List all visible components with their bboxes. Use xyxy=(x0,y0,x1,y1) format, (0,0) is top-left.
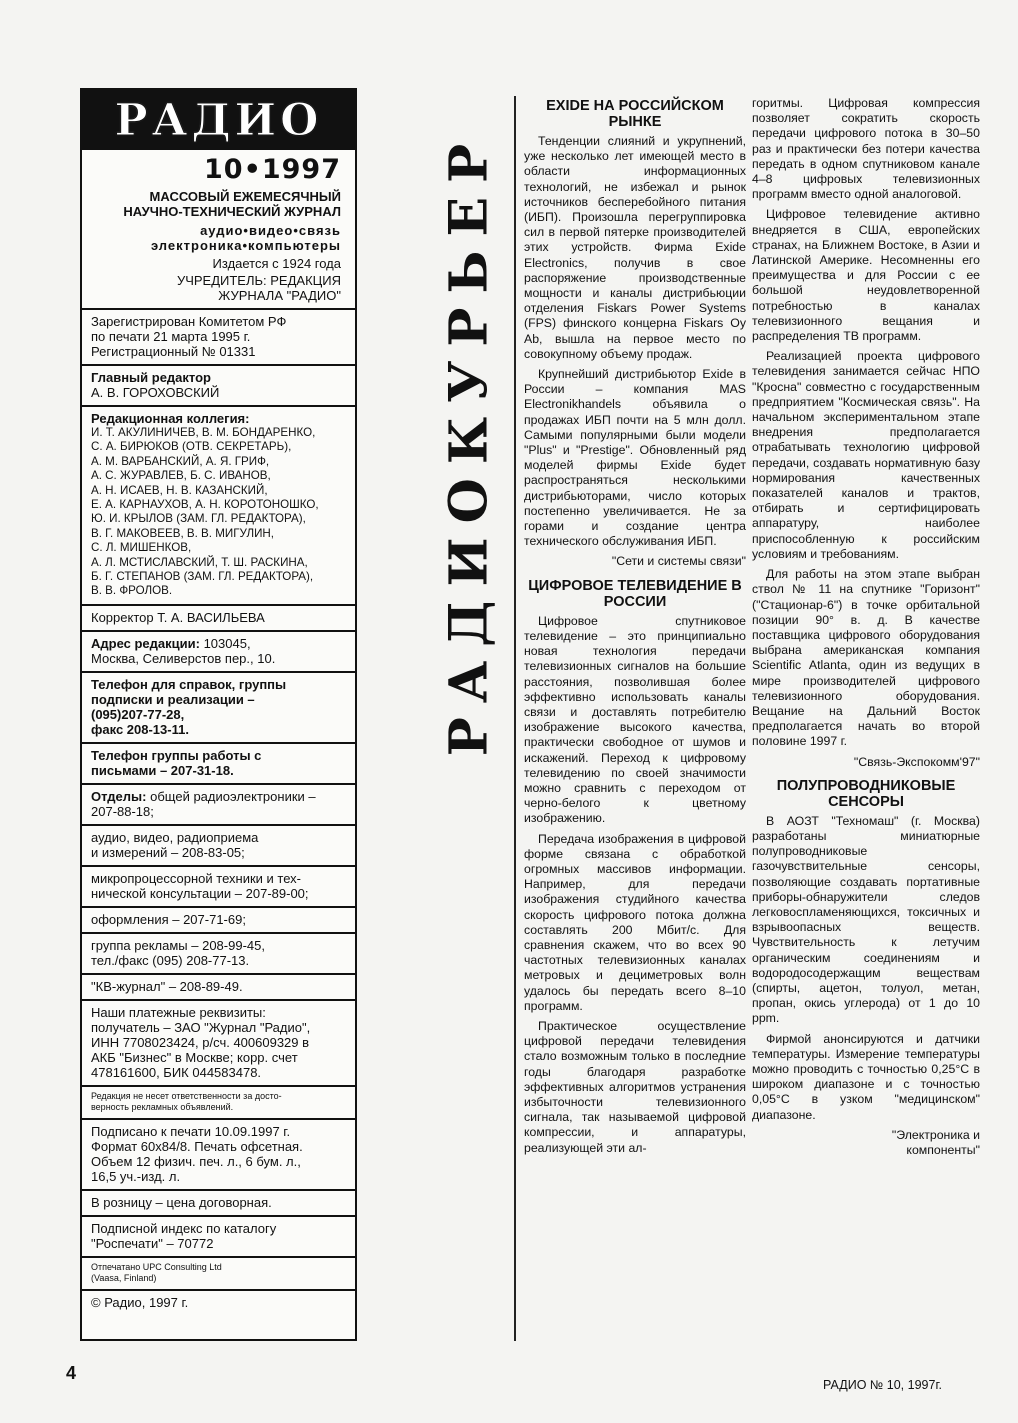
print-line: Формат 60х84/8. Печать офсетная. xyxy=(91,1138,303,1154)
board-member: Ю. И. КРЫЛОВ (ЗАМ. ГЛ. РЕДАКТОРА), xyxy=(91,512,306,526)
board-member: В. Г. МАКОВЕЕВ, В. В. МИГУЛИН, xyxy=(91,526,275,540)
bank-line: 478161600, БИК 044583478. xyxy=(91,1064,262,1080)
divider xyxy=(82,932,355,934)
design-dept: оформления – 207-71-69; xyxy=(91,911,246,927)
subtitle-line-2: НАУЧНО-ТЕХНИЧЕСКИЙ ЖУРНАЛ xyxy=(123,204,341,219)
board-member: А. С. ЖУРАВЛЕВ, Б. С. ИВАНОВ, xyxy=(91,469,271,483)
divider xyxy=(82,1289,355,1291)
divider xyxy=(82,1085,355,1087)
microprocessor-1: микропроцессорной техники и тех- xyxy=(91,870,301,886)
retail-price: В розницу – цена договорная. xyxy=(91,1194,272,1210)
divider xyxy=(82,405,355,407)
subscription-index-2: "Роспечати" – 70772 xyxy=(91,1235,214,1251)
divider xyxy=(82,999,355,1001)
address-street: Москва, Селиверстов пер., 10. xyxy=(91,650,276,666)
bank-line: Наши платежные реквизиты: xyxy=(91,1004,266,1020)
address-label: Адрес редакции: xyxy=(91,635,200,651)
divider xyxy=(82,308,355,310)
divider xyxy=(82,973,355,975)
column-1 xyxy=(524,96,746,1161)
microprocessor-2: нической консультации – 207-89-00; xyxy=(91,885,309,901)
topics-line-1: аудио•видео•связь xyxy=(200,223,341,238)
divider xyxy=(82,604,355,606)
phones-2: подписки и реализации – xyxy=(91,691,255,707)
article-paragraph: Для работы на этом этапе выбран ствол № 11 на спутнике "Горизонт" ("Стационар-6") в точке орбитальной позиции 90° в. д. В качестве поставщика цифрового оборудования выбрана американская компания Scientific Atlanta, один из ведущих в мире производителей цифрового телевизионного оборудования. Вещание на Дальний Восток предполагается начать во второй половине 1997 г. xyxy=(752,567,980,749)
divider xyxy=(82,630,355,632)
board-member: В. В. ФРОЛОВ. xyxy=(91,584,173,598)
letters-2: письмами – 207-31-18. xyxy=(91,762,234,778)
address-index: 103045, xyxy=(203,635,251,651)
bank-line: АКБ "Бизнес" в Москве; корр. счет xyxy=(91,1049,298,1065)
masthead-box xyxy=(80,88,357,1341)
phones-4: факс 208-13-11. xyxy=(91,721,189,737)
disclaimer-2: верность рекламных объявлений. xyxy=(91,1101,234,1112)
article-sensors-title: ПОЛУПРОВОДНИКОВЫЕ СЕНСОРЫ xyxy=(776,777,956,810)
board-member: С. Л. МИШЕНКОВ, xyxy=(91,541,192,555)
divider xyxy=(82,824,355,826)
ads-2: тел./факс (095) 208-77-13. xyxy=(91,952,250,968)
board-member: И. Т. АКУЛИНИЧЕВ, В. М. БОНДАРЕНКО, xyxy=(91,426,316,439)
article-paragraph: Практическое осуществление цифровой передачи телевидения стало возможным только в последние годы благодаря разработке эффективных алгоритмов устранения избыточности телевизионного сигнала, так называемой цифровой компрессии, и аппаратуры, реализующей эти ал- xyxy=(524,1018,746,1155)
audio-video-1: аудио, видео, радиоприема xyxy=(91,829,259,845)
magazine-logo: РАДИО xyxy=(82,90,355,150)
copyright: © Радио, 1997 г. xyxy=(91,1294,189,1310)
bank-line: ИНН 7708023424, р/сч. 400609329 в xyxy=(91,1034,310,1050)
article-source: "Сети и системы связи" xyxy=(611,554,746,569)
phones-3: (095)207-77-28, xyxy=(91,706,185,722)
chief-editor-label: Главный редактор xyxy=(91,370,211,385)
departments-2: 207-88-18; xyxy=(91,803,154,819)
founder-line-1: УЧРЕДИТЕЛЬ: РЕДАКЦИЯ xyxy=(176,273,341,288)
divider xyxy=(82,364,355,366)
printed-by-1: Отпечатано UPC Consulting Ltd xyxy=(91,1261,222,1272)
article-exide-title: EXIDE НА РОССИЙСКОМ РЫНКЕ xyxy=(546,98,724,130)
divider xyxy=(82,1215,355,1217)
divider xyxy=(82,865,355,867)
bank-line: получатель – ЗАО "Журнал "Радио", xyxy=(91,1019,311,1035)
registration-1: Зарегистрирован Комитетом РФ xyxy=(91,314,287,329)
divider xyxy=(82,1189,355,1191)
article-digital-tv-title: ЦИФРОВОЕ ТЕЛЕВИДЕНИЕ В РОССИИ xyxy=(528,577,742,610)
article-source: "Связь-Экспокомм'97" xyxy=(853,754,980,769)
article-paragraph: Передача изображения в цифровой форме связана с обработкой огромных массивов информации. Например, для передачи изображения студийного качества скорость цифрового потока должна составлять 200 Мбит/с. Для сравнения скажем, что во всех 90 частотных телевизионных каналах метровых и дециметровых волн удалось бы передать всего 8–10 программ. xyxy=(524,831,746,1013)
phones-1: Телефон для справок, группы xyxy=(91,676,287,692)
print-line: 16,5 уч.-изд. л. xyxy=(91,1168,181,1184)
article-paragraph: Реализацией проекта цифрового телевидения занимается сейчас НПО "Кросна" совместно с государственным предприятием "Космическая связь". На начальном экспериментальном этапе внедрения предполагается отрабатывать технологию цифровой передачи, создавать нормативную базу нормирования качественных показателей каналов и трактов, отбирать и сертифицировать аппаратуру, наиболее приспособленную к российским условиям и требованиям. xyxy=(752,349,980,561)
print-line: Объем 12 физич. печ. л., 6 бум. л., xyxy=(91,1153,301,1169)
board-member: Е. А. КАРНАУХОВ, А. Н. КОРОТОНОШКО, xyxy=(91,498,319,512)
section-title: РАДИОКУРЬЕР xyxy=(438,129,500,757)
disclaimer-1: Редакция не несет ответственности за досто- xyxy=(91,1090,282,1101)
registration-2: по печати 21 марта 1995 г. xyxy=(91,329,251,344)
divider xyxy=(82,1118,355,1120)
article-paragraph: Фирмой анонсируются и датчики температуры. Измерение температуры можно проводить с точностью 0,25°С в широком диапазоне и с точностью 0,05°С в узком "медицинском" диапазоне. xyxy=(752,1031,980,1122)
registration-3: Регистрационный № 01331 xyxy=(91,344,256,359)
article-source: компоненты" xyxy=(906,1143,980,1157)
column-divider xyxy=(514,96,516,1341)
subscription-index-1: Подписной индекс по каталогу xyxy=(91,1220,277,1236)
divider xyxy=(82,906,355,908)
article-paragraph: Крупнейший дистрибьютор Exide в России – компания MAS Electronikhandels объявила о продажах ИБП почти на 5 млн долл. Самыми популярными были модели "Plus" и "Prestige". Обновленный ряд моделей фирмы Exide будет распространяться несколькими дистрибьюторами, число которых постепенно увеличивается. Не за горами и создание центра технического обслуживания ИБП. xyxy=(524,367,746,549)
subtitle-line-1: МАССОВЫЙ ЕЖЕМЕСЯЧНЫЙ xyxy=(149,189,341,204)
divider xyxy=(82,783,355,785)
page-number: 4 xyxy=(66,1363,77,1383)
since-line: Издается с 1924 года xyxy=(212,256,341,271)
divider xyxy=(82,1256,355,1258)
departments-label: Отделы: xyxy=(91,788,147,804)
board-member: С. А. БИРЮКОВ (ОТВ. СЕКРЕТАРЬ), xyxy=(91,440,292,454)
board-member: А. Н. ИСАЕВ, Н. В. КАЗАНСКИЙ, xyxy=(91,483,268,497)
divider xyxy=(82,742,355,744)
article-paragraph: горитмы. Цифровая компрессия позволяет сократить скорость передачи цифрового потока в 30–50 раз и практически без потери качества передать в одном спутниковом канале 4–8 цифровых телевизионных программ вместо одной аналоговой. xyxy=(752,96,980,202)
board-member: А. М. ВАРБАНСКИЙ, А. Я. ГРИФ, xyxy=(91,454,270,468)
article-paragraph: Цифровое спутниковое телевидение – это принципиально новая технология передачи телевизионных сигналов на большие расстояния, позволившая более эффективно использовать каналы связи и доставлять потребителю изображение высокого качества, практически свободное от шумов и искажений. Переход к цифровому телевидению по своей значимости можно сравнить с переходом от черно-белого к цветному изображению. xyxy=(524,613,746,826)
printed-by-2: (Vaasa, Finland) xyxy=(91,1272,157,1283)
departments-1: общей радиоэлектроники – xyxy=(150,788,316,804)
column-2 xyxy=(752,96,980,1166)
board-label: Редакционная коллегия: xyxy=(91,411,250,426)
corrector: Корректор Т. А. ВАСИЛЬЕВА xyxy=(91,609,265,625)
board-member: А. Л. МСТИСЛАВСКИЙ, Т. Ш. РАСКИНА, xyxy=(91,555,308,569)
article-paragraph: В АОЗТ "Техномаш" (г. Москва) разработаны миниатюрные полупроводниковые газочувствительные сенсоры, позволяющие создавать портативные приборы-обнаружители следов легковоспламеняющихся, токсичных и взрывоопасных веществ. Чувствительность к летучим органическим соединениям и водородосодержащим веществам (спирты, ацетон, толуол, метан, пропан, окись углерода) от 1 до 10 ppm. xyxy=(752,813,980,1026)
ads-1: группа рекламы – 208-99-45, xyxy=(91,937,265,953)
board-member: Б. Г. СТЕПАНОВ (ЗАМ. ГЛ. РЕДАКТОРА), xyxy=(91,570,314,584)
article-source: "Электроника и xyxy=(891,1127,980,1142)
page-footer: РАДИО № 10, 1997г. xyxy=(823,1378,942,1392)
letters-1: Телефон группы работы с xyxy=(91,747,262,763)
kv-journal: "КВ-журнал" – 208-89-49. xyxy=(91,978,243,994)
founder-line-2: ЖУРНАЛА "РАДИО" xyxy=(218,288,341,303)
divider xyxy=(82,671,355,673)
chief-editor-name: А. В. ГОРОХОВСКИЙ xyxy=(91,385,220,400)
topics-line-2: электроника•компьютеры xyxy=(150,238,341,253)
audio-video-2: и измерений – 208-83-05; xyxy=(91,844,245,860)
issue-number: 10•1997 xyxy=(204,154,341,185)
article-paragraph: Тенденции слияний и укрупнений, уже несколько лет имеющей место в области информационных технологий, не избежал и рынок источников бесперебойного питания (ИБП). Произошла перегруппировка сил в первой пятерке производителей этих устройств. Фирма Exide Electronics, получив в свое распоряжение производственные мощности и каналы дистрибьюции отделения Fiskars Power Systems (FPS) финского концерна Fiskars Oy Ab, вышла на первое место по совокупному объему продаж. xyxy=(524,134,746,361)
print-line: Подписано к печати 10.09.1997 г. xyxy=(91,1123,291,1139)
article-paragraph: Цифровое телевидение активно внедряется в США, европейских странах, на Ближнем Востоке, в Азии и Латинской Америке. Несомненны его преимущества и для России с ее большой неудовлетворенной потребностью в каналах телевизионного вещания и распределения ТВ программ. xyxy=(752,207,980,344)
